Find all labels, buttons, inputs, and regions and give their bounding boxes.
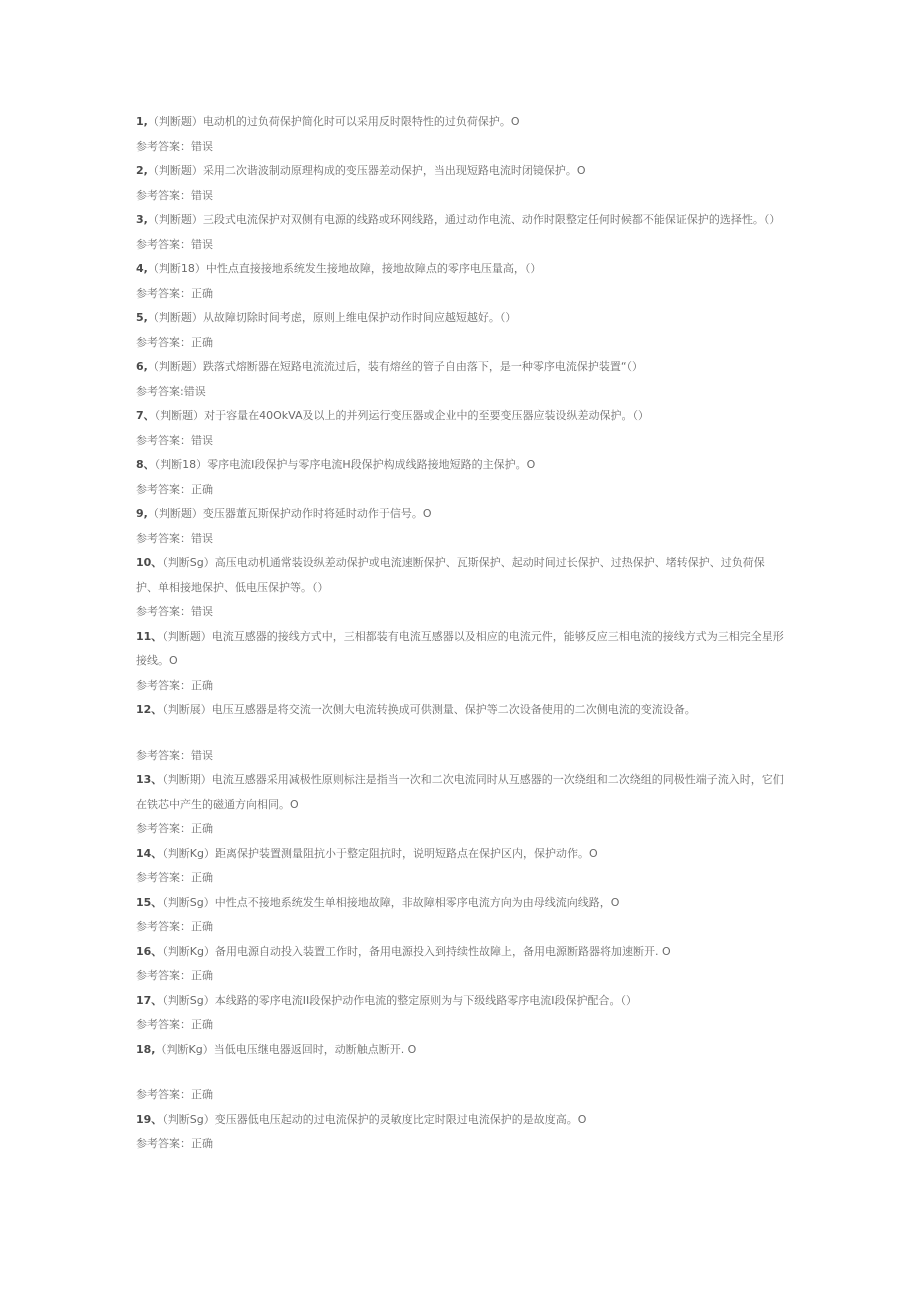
question-number: 15、	[136, 895, 163, 909]
question-item	[136, 453, 786, 502]
question-number: 11、	[136, 629, 163, 643]
question-text	[136, 306, 786, 331]
question-number: 9,	[136, 507, 148, 520]
question-body: （判断Sg）变压器低电压起动的过电流保护的灵敏度比定时限过电流保护的是故度高。O	[162, 1112, 587, 1126]
question-body: （判断Kg）距离保护装置测量阻抗小于整定阻抗时，说明短路点在保护区内，保护动作。O	[162, 846, 598, 860]
question-body: （判断Sg）中性点不接地系统发生单相接地故障，非故障相零序电流方向为由母线流向线路，O	[162, 895, 620, 909]
question-item	[136, 551, 786, 625]
question-number: 4,	[136, 262, 148, 275]
reference-answer: 参考答案：正确	[136, 822, 213, 835]
question-text	[136, 551, 786, 600]
question-item	[136, 404, 786, 453]
question-item	[136, 1038, 786, 1108]
reference-answer: 参考答案:错误	[136, 384, 206, 398]
question-number: 3,	[136, 213, 148, 226]
question-text	[136, 625, 786, 674]
question-item	[136, 502, 786, 551]
question-number: 18,	[136, 1042, 156, 1056]
question-number: 8、	[136, 458, 155, 471]
question-text	[136, 940, 786, 965]
question-number: 6,	[136, 360, 148, 373]
question-text	[136, 355, 786, 380]
reference-answer: 参考答案：正确	[136, 1018, 213, 1031]
question-text	[136, 257, 786, 282]
question-text	[136, 842, 786, 867]
question-list	[136, 110, 786, 1157]
reference-answer: 参考答案：正确	[136, 920, 213, 933]
question-text	[136, 989, 786, 1014]
spacer	[136, 723, 786, 744]
reference-answer: 参考答案：错误	[136, 139, 213, 153]
question-text	[136, 891, 786, 916]
question-number: 13、	[136, 773, 163, 786]
question-number: 16、	[136, 944, 163, 958]
question-body: （判断题）对于容量在40OkVA及以上的并列运行变压器或企业中的至要变压器应装设纵差动保护。（）	[154, 409, 650, 422]
question-number: 17、	[136, 993, 163, 1007]
question-text	[136, 768, 786, 817]
reference-answer: 参考答案：错误	[136, 605, 213, 618]
question-item	[136, 768, 786, 842]
question-item	[136, 989, 786, 1038]
reference-answer: 参考答案：错误	[136, 531, 213, 545]
question-item	[136, 355, 786, 404]
reference-answer: 参考答案：正确	[136, 871, 213, 884]
question-item	[136, 159, 786, 208]
question-body: （判断18）零序电流I段保护与零序电流H段保护构成线路接地短路的主保护。O	[154, 458, 536, 471]
question-text	[136, 453, 786, 478]
question-item	[136, 110, 786, 159]
question-text	[136, 502, 786, 527]
question-text	[136, 1108, 786, 1133]
reference-answer: 参考答案：正确	[136, 678, 213, 692]
question-number: 1,	[136, 115, 148, 128]
question-body: （判断题）采用二次谐波制动原理构成的变压器差动保护，当出现短路电流时闭镜保护。O	[147, 164, 586, 177]
question-item	[136, 940, 786, 989]
question-item	[136, 306, 786, 355]
question-body: （判断题）跌落式熔断器在短路电流流过后，装有熔丝的管子自由落下，是一种零序电流保护装置“（）	[147, 360, 644, 373]
reference-answer: 参考答案：错误	[136, 237, 213, 251]
question-text	[136, 1038, 786, 1063]
question-body: （判断Sg）本线路的零序电流II段保护动作电流的整定原则为与下级线路零序电流I段保护配合。（）	[162, 993, 638, 1007]
question-body: （判断题）从故障切除时间考虑，原则上维电保护动作时间应越短越好。（）	[147, 311, 517, 324]
question-text	[136, 208, 786, 233]
question-text	[136, 159, 786, 184]
question-body: （判断题）电动机的过负荷保护简化时可以采用反时限特性的过负荷保护。O	[147, 115, 520, 128]
spacer	[136, 1062, 786, 1083]
question-item	[136, 842, 786, 891]
reference-answer: 参考答案：错误	[136, 748, 213, 762]
question-body: （判断Kg）备用电源自动投入装置工作时，备用电源投入到持续性故障上，备用电源断路器将加速断开. O	[162, 944, 671, 958]
question-body: （判断Kg）当低电压继电器返回时，动断触点断开. O	[155, 1042, 417, 1056]
question-item	[136, 891, 786, 940]
question-number: 2,	[136, 164, 148, 177]
question-item	[136, 698, 786, 768]
question-item	[136, 208, 786, 257]
question-item	[136, 257, 786, 306]
question-body: （判断期）电流互感器采用减极性原则标注是指当一次和二次电流同时从互感器的一次绕组和二次绕组的同极性端子流入时，它们在铁芯中产生的磁通方向相同。O	[136, 773, 784, 811]
reference-answer: 参考答案：正确	[136, 1137, 213, 1150]
question-number: 14、	[136, 846, 163, 860]
reference-answer: 参考答案：错误	[136, 188, 213, 202]
reference-answer: 参考答案：正确	[136, 335, 213, 349]
question-number: 19、	[136, 1112, 163, 1126]
question-body: （判断18）中性点直接接地系统发生接地故障，接地故障点的零序电压量高，（）	[147, 262, 542, 275]
question-body: （判断Sg）高压电动机通常装设纵差动保护或电流速断保护、瓦斯保护、起动时间过长保护、过热保护、堵转保护、过负荷保护、单相接地保护、低电压保护等。（）	[136, 556, 765, 594]
question-number: 10、	[136, 556, 163, 569]
reference-answer: 参考答案：正确	[136, 1088, 213, 1101]
reference-answer: 参考答案：错误	[136, 433, 213, 447]
question-body: （判断题）电流互感器的接线方式中，三相都装有电流互感器以及相应的电流元件，能够反应三相电流的接线方式为三相完全星形接线。O	[136, 629, 784, 667]
question-number: 5,	[136, 311, 148, 324]
question-body: （判断展）电压互感器是将交流一次侧大电流转换成可供测量、保护等二次设备使用的二次侧电流的变流设备。	[162, 703, 696, 716]
question-body: （判断题）三段式电流保护对双侧有电源的线路或环网线路，通过动作电流、动作时限整定任何时候都不能保证保护的选择性。（）	[147, 213, 781, 226]
reference-answer: 参考答案：正确	[136, 286, 213, 300]
question-item	[136, 625, 786, 699]
question-item	[136, 1108, 786, 1157]
question-text	[136, 404, 786, 429]
question-body: （判断题）变压器董瓦斯保护动作时将延时动作于信号。O	[147, 507, 432, 520]
question-number: 12、	[136, 703, 163, 716]
question-text	[136, 110, 786, 135]
question-number: 7、	[136, 409, 155, 422]
question-text	[136, 698, 786, 723]
reference-answer: 参考答案：正确	[136, 482, 213, 496]
reference-answer: 参考答案：正确	[136, 969, 213, 982]
